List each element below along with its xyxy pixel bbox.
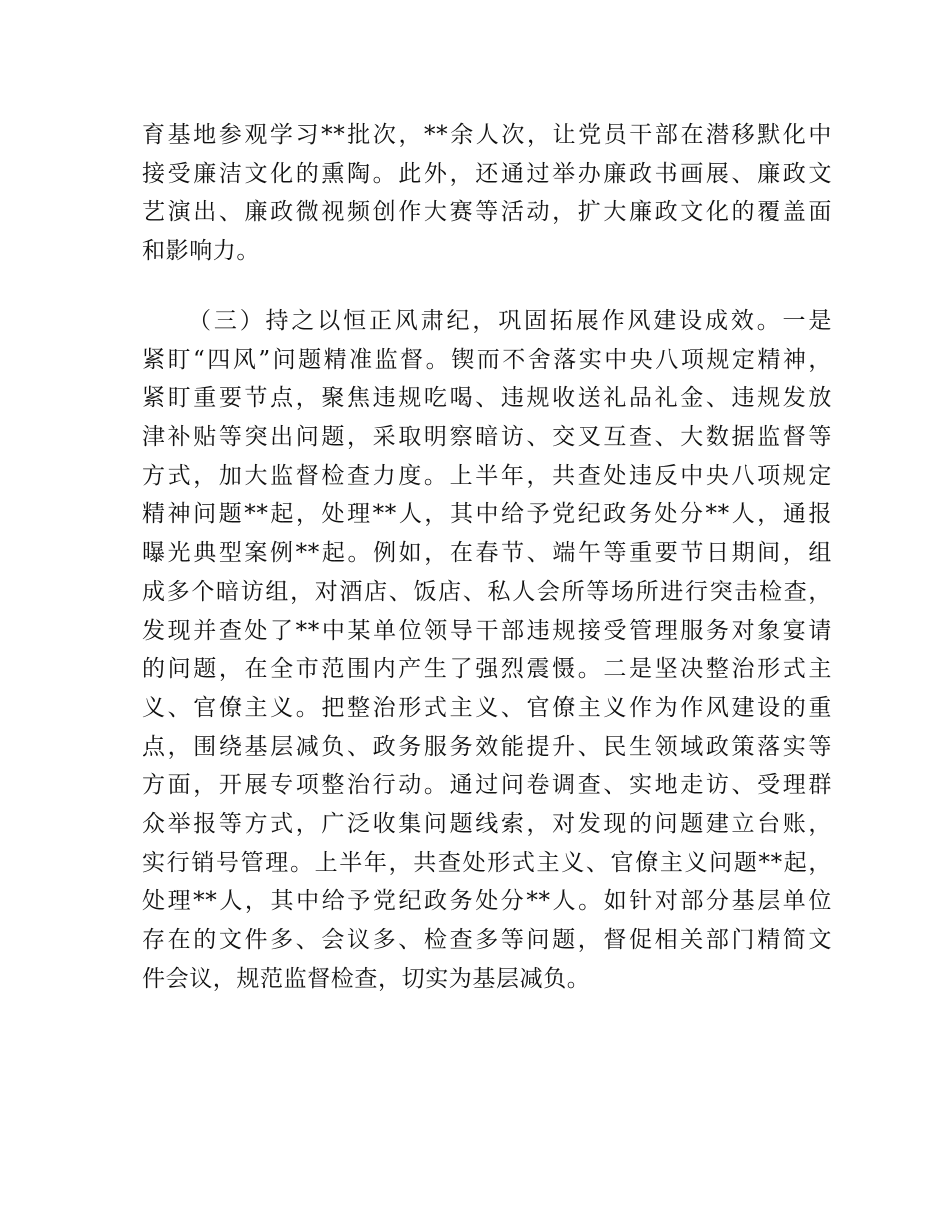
text-line: 精神问题**起，处理**人，其中给予党纪政务处分**人，通报	[142, 501, 832, 528]
text-line: 成多个暗访组，对酒店、饭店、私人会所等场所进行突击检查，	[142, 578, 832, 605]
text-line: 紧盯“四风”问题精准监督。锲而不舍落实中央八项规定精神，	[142, 346, 832, 373]
text-line: 众举报等方式，广泛收集问题线索，对发现的问题建立台账，	[142, 810, 832, 837]
text-line: 曝光典型案例**起。例如，在春节、端午等重要节日期间，组	[142, 540, 832, 567]
text-line: 方式，加大监督检查力度。上半年，共查处违反中央八项规定	[142, 462, 832, 489]
text-line: 津补贴等突出问题，采取明察暗访、交叉互查、大数据监督等	[142, 424, 832, 451]
text-line: 和影响力。	[142, 238, 260, 265]
text-line: 存在的文件多、会议多、检查多等问题，督促相关部门精简文	[142, 927, 832, 953]
text-line: 义、官僚主义。把整治形式主义、官僚主义作为作风建设的重	[142, 694, 832, 721]
text-line: 育基地参观学习**批次，**余人次，让党员干部在潜移默化中	[142, 122, 832, 148]
text-line: 艺演出、廉政微视频创作大赛等活动，扩大廉政文化的覆盖面	[142, 199, 832, 226]
text-line: 紧盯重要节点，聚焦违规吃喝、违规收送礼品礼金、违规发放	[142, 385, 832, 412]
text-line: 的问题，在全市范围内产生了强烈震慑。二是坚决整治形式主	[142, 656, 832, 683]
text-line: 方面，开展专项整治行动。通过问卷调查、实地走访、受理群	[142, 772, 832, 799]
text-line: 件会议，规范监督检查，切实为基层减负。	[142, 965, 591, 992]
paragraph-continuation	[142, 116, 832, 271]
section-heading-line: （三）持之以恒正风肃纪，巩固拓展作风建设成效。一是	[188, 308, 832, 334]
text-line: 点，围绕基层减负、政务服务效能提升、民生领域政策落实等	[142, 733, 832, 760]
text-line: 处理**人，其中给予党纪政务处分**人。如针对部分基层单位	[142, 888, 832, 915]
text-line: 实行销号管理。上半年，共查处形式主义、官僚主义问题**起，	[142, 849, 832, 876]
paragraph-section-three	[142, 302, 832, 998]
text-line: 接受廉洁文化的熏陶。此外，还通过举办廉政书画展、廉政文	[142, 160, 832, 187]
text-line: 发现并查处了**中某单位领导干部违规接受管理服务对象宴请	[142, 617, 832, 644]
